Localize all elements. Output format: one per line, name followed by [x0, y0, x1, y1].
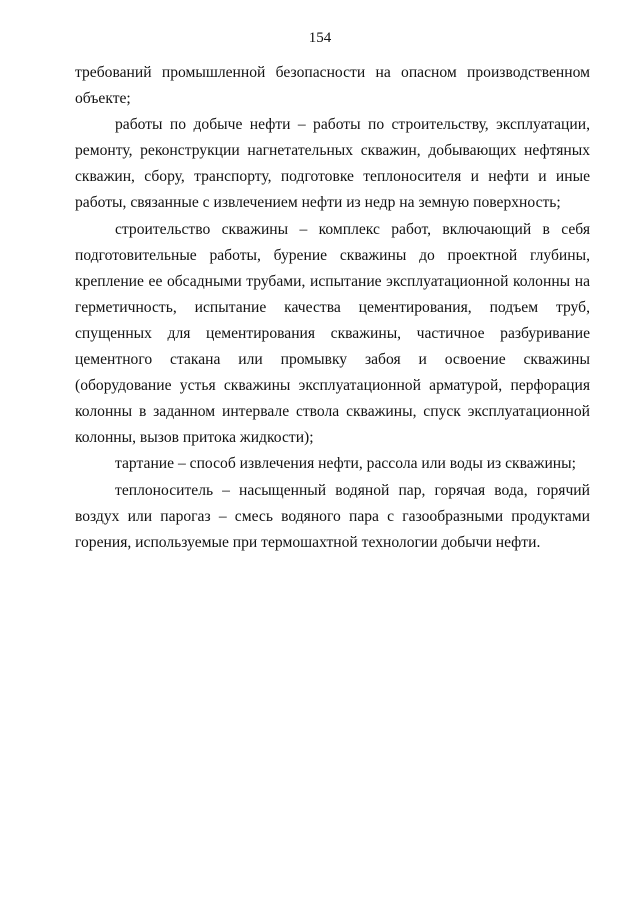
paragraph-continuation: требований промышленной безопасности на опасном производственном объекте; — [75, 64, 590, 108]
document-body — [75, 60, 590, 556]
paragraph-well-construction: строительство скважины – комплекс работ, включающий в себя подготовительные работы, бурение скважины до проектной глубины, крепление ее обсадными трубами, испытание эксплуатационной колонны на герметичность, испытание качества цементирования, подъем труб, спущенных для цементирования скважины, частичное разбуривание цементного стакана или промывку забоя и освоение скважины (оборудование устья скважины эксплуатационной арматурой, перфорация колонны в заданном интервале ствола скважины, спуск эксплуатационной колонны, вызов притока жидкости); — [75, 220, 590, 447]
paragraph-oil-production-works: работы по добыче нефти – работы по строительству, эксплуатации, ремонту, реконструкции нагнетательных скважин, добывающих нефтяных скважин, сбору, транспорту, подготовке теплоносителя и нефти и иные работы, связанные с извлечением нефти из недр на земную поверхность; — [75, 116, 590, 212]
paragraph-bailing: тартание – способ извлечения нефти, рассола или воды из скважины; — [115, 455, 576, 473]
page-number: 154 — [308, 30, 332, 46]
paragraph-heat-carrier: теплоноситель – насыщенный водяной пар, горячая вода, горячий воздух или парогаз – смесь водяного пара с газообразными продуктами горения, используемые при термошахтной технологии добычи нефти. — [75, 481, 590, 551]
